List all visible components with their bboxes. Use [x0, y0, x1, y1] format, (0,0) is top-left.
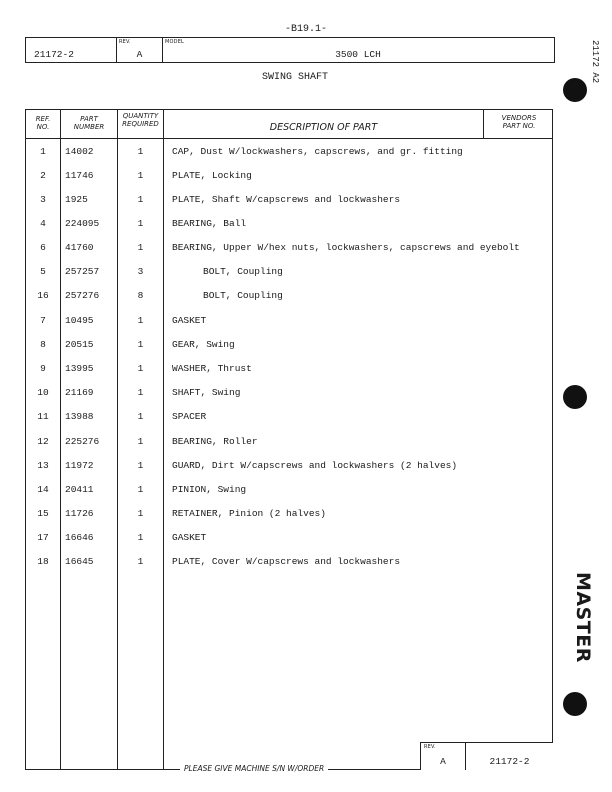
column-header-quantity: QUANTITY REQUIRED: [122, 112, 159, 128]
table-row: [26, 363, 552, 377]
quantity-cell: 1: [137, 170, 144, 181]
part-number-cell: 20411: [65, 484, 94, 495]
table-row: [26, 387, 552, 401]
description-cell: BEARING, Upper W/hex nuts, lockwashers, capscrews and eyebolt: [172, 242, 520, 253]
rev-label: REV.: [119, 39, 131, 45]
ref-cell: 8: [40, 339, 46, 350]
description-cell: RETAINER, Pinion (2 halves): [172, 508, 326, 519]
quantity-cell: 1: [137, 436, 144, 447]
part-number-cell: 225276: [65, 436, 100, 447]
footer-note-text: PLEASE GIVE MACHINE S/N W/ORDER: [184, 764, 325, 773]
page-title: SWING SHAFT: [261, 72, 328, 83]
column-header-vendors: VENDORS PART NO.: [501, 114, 537, 130]
footer-rev-label: REV.: [424, 744, 436, 750]
part-number-cell: 1925: [65, 194, 88, 205]
quantity-cell: 3: [137, 266, 144, 277]
table-row: [26, 508, 552, 522]
parts-table: [25, 109, 553, 770]
ref-cell: 7: [40, 315, 46, 326]
quantity-cell: 1: [137, 532, 144, 543]
table-row: [26, 315, 552, 329]
footer-drawing-number: 21172-2: [489, 756, 530, 767]
quantity-cell: 1: [137, 484, 144, 495]
ref-cell: 6: [40, 242, 46, 253]
description-cell: GEAR, Swing: [172, 339, 235, 350]
description-cell: PLATE, Cover W/capscrews and lockwashers: [172, 556, 401, 567]
side-code: 21172 A2: [590, 40, 600, 84]
footer-rev-box: [420, 742, 553, 770]
quantity-cell: 1: [137, 146, 144, 157]
part-number-cell: 224095: [65, 218, 100, 229]
table-row: [26, 532, 552, 546]
description-cell: PINION, Swing: [172, 484, 247, 495]
table-row: [26, 411, 552, 425]
ref-cell: 17: [37, 532, 49, 543]
description-cell: WASHER, Thrust: [172, 363, 252, 374]
table-row: [26, 194, 552, 208]
quantity-cell: 1: [137, 411, 144, 422]
ref-cell: 2: [40, 170, 46, 181]
part-number-cell: 11746: [65, 170, 94, 181]
table-row: [26, 170, 552, 184]
quantity-cell: 1: [137, 460, 144, 471]
column-header-part-number: PART NUMBER: [73, 115, 105, 131]
ref-cell: 14: [37, 484, 49, 495]
table-row: [26, 460, 552, 474]
quantity-cell: 1: [137, 242, 144, 253]
punch-hole-bottom: [563, 692, 587, 716]
quantity-cell: 8: [137, 290, 144, 301]
table-row: [26, 339, 552, 353]
table-row: [26, 290, 552, 304]
ref-cell: 15: [37, 508, 49, 519]
table-row: [26, 146, 552, 160]
description-cell: GUARD, Dirt W/capscrews and lockwashers (2 halves): [172, 460, 458, 471]
punch-hole-top: [563, 78, 587, 102]
part-number-cell: 257276: [65, 290, 100, 301]
quantity-cell: 1: [137, 363, 144, 374]
table-row: [26, 218, 552, 232]
quantity-cell: 1: [137, 218, 144, 229]
part-number-cell: 41760: [65, 242, 94, 253]
table-row: [26, 266, 552, 280]
part-number-cell: 14002: [65, 146, 94, 157]
ref-cell: 18: [37, 556, 49, 567]
column-header-ref: REF. NO.: [35, 115, 51, 131]
punch-hole-middle: [563, 385, 587, 409]
table-row: [26, 556, 552, 570]
ref-cell: 4: [40, 218, 46, 229]
description-cell: BOLT, Coupling: [203, 290, 283, 301]
ref-cell: 9: [40, 363, 46, 374]
description-cell: SHAFT, Swing: [172, 387, 241, 398]
description-cell: BEARING, Roller: [172, 436, 258, 447]
model-value: 3500 LCH: [335, 49, 381, 60]
table-row: [26, 242, 552, 256]
part-number-cell: 16645: [65, 556, 94, 567]
part-number-cell: 21169: [65, 387, 94, 398]
description-cell: BOLT, Coupling: [203, 266, 283, 277]
description-cell: SPACER: [172, 411, 207, 422]
ref-cell: 5: [40, 266, 46, 277]
part-number-cell: 11972: [65, 460, 94, 471]
description-cell: BEARING, Ball: [172, 218, 247, 229]
quantity-cell: 1: [137, 315, 144, 326]
description-cell: GASKET: [172, 315, 207, 326]
part-number-cell: 20515: [65, 339, 94, 350]
footer-note: [180, 764, 328, 776]
ref-cell: 11: [37, 411, 49, 422]
part-number-cell: 10495: [65, 315, 94, 326]
footer-rev-value: A: [440, 756, 446, 767]
page-number: -B19.1-: [284, 24, 327, 35]
ref-cell: 1: [40, 146, 46, 157]
description-cell: CAP, Dust W/lockwashers, capscrews, and gr. fitting: [172, 146, 463, 157]
description-cell: PLATE, Locking: [172, 170, 252, 181]
description-cell: GASKET: [172, 532, 207, 543]
ref-cell: 10: [37, 387, 49, 398]
part-number-cell: 13988: [65, 411, 94, 422]
quantity-cell: 1: [137, 508, 144, 519]
header-box: [25, 37, 555, 63]
model-label: MODEL: [165, 39, 185, 45]
master-stamp: MASTER: [572, 572, 594, 663]
table-row: [26, 436, 552, 450]
ref-cell: 16: [37, 290, 49, 301]
part-number-cell: 16646: [65, 532, 94, 543]
quantity-cell: 1: [137, 387, 144, 398]
table-row: [26, 484, 552, 498]
quantity-cell: 1: [137, 556, 144, 567]
description-cell: PLATE, Shaft W/capscrews and lockwashers: [172, 194, 401, 205]
quantity-cell: 1: [137, 194, 144, 205]
column-header-description: DESCRIPTION OF PART: [269, 122, 378, 133]
drawing-number: 21172-2: [34, 49, 74, 60]
rev-value: A: [136, 49, 143, 60]
part-number-cell: 11726: [65, 508, 94, 519]
part-number-cell: 257257: [65, 266, 100, 277]
quantity-cell: 1: [137, 339, 144, 350]
ref-cell: 13: [37, 460, 49, 471]
part-number-cell: 13995: [65, 363, 94, 374]
ref-cell: 12: [37, 436, 49, 447]
ref-cell: 3: [40, 194, 46, 205]
